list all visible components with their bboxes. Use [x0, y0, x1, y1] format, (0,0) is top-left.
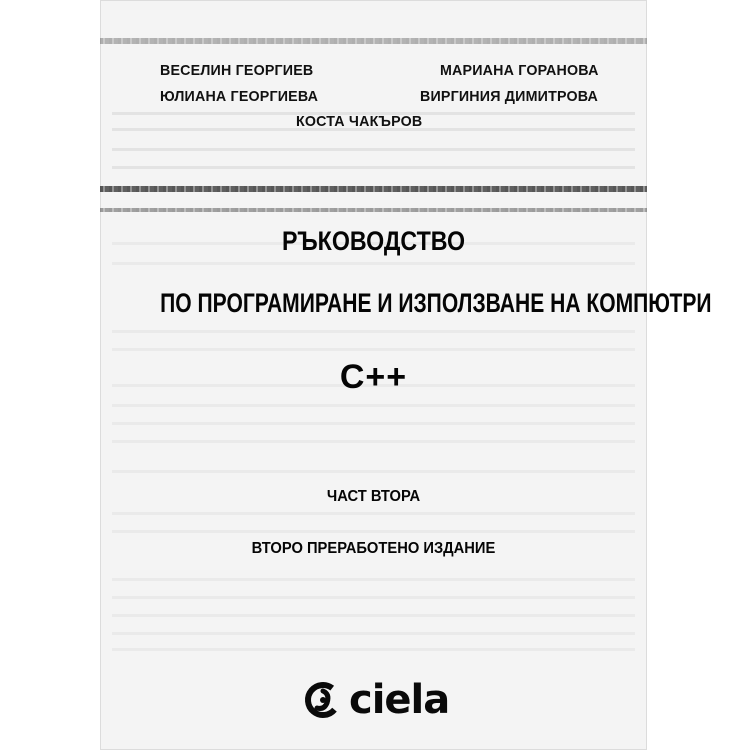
bleed-through-line — [112, 648, 635, 651]
publisher-logo — [303, 672, 449, 728]
author-name: ЮЛИАНА ГЕОРГИЕВА — [160, 88, 319, 105]
bleed-through-line — [112, 330, 635, 333]
bleed-through-line — [112, 348, 635, 351]
book-title-line: РЪКОВОДСТВО — [281, 226, 466, 256]
bleed-through-line — [112, 148, 635, 151]
bleed-through-line — [112, 440, 635, 443]
author-name: КОСТА ЧАКЪРОВ — [296, 113, 423, 130]
scan-artifact — [100, 186, 647, 192]
bleed-through-line — [112, 422, 635, 425]
bleed-through-line — [112, 262, 635, 265]
bleed-through-line — [112, 632, 635, 635]
author-name: МАРИАНА ГОРАНОВА — [440, 62, 599, 79]
author-name: ВЕСЕЛИН ГЕОРГИЕВ — [160, 62, 314, 79]
ciela-logo-icon — [303, 677, 343, 723]
bleed-through-line — [112, 404, 635, 407]
part-label: ЧАСТ ВТОРА — [326, 488, 421, 505]
edition-label: ВТОРО ПРЕРАБОТЕНО ИЗДАНИЕ — [251, 540, 496, 557]
bleed-through-line — [112, 596, 635, 599]
bleed-through-line — [112, 578, 635, 581]
book-title-line: ПО ПРОГРАМИРАНЕ И ИЗПОЛЗВАНЕ НА КОМПЮТРИ — [160, 288, 712, 318]
title-page — [100, 0, 712, 750]
scan-artifact — [100, 208, 647, 212]
publisher-name: ciela — [349, 677, 450, 723]
bleed-through-line — [112, 166, 635, 169]
bleed-through-line — [112, 470, 635, 473]
book-title-language: С++ — [339, 358, 408, 396]
bleed-through-line — [112, 614, 635, 617]
author-name: ВИРГИНИЯ ДИМИТРОВА — [420, 88, 599, 105]
scan-artifact — [100, 38, 647, 44]
bleed-through-line — [112, 512, 635, 515]
bleed-through-line — [112, 530, 635, 533]
